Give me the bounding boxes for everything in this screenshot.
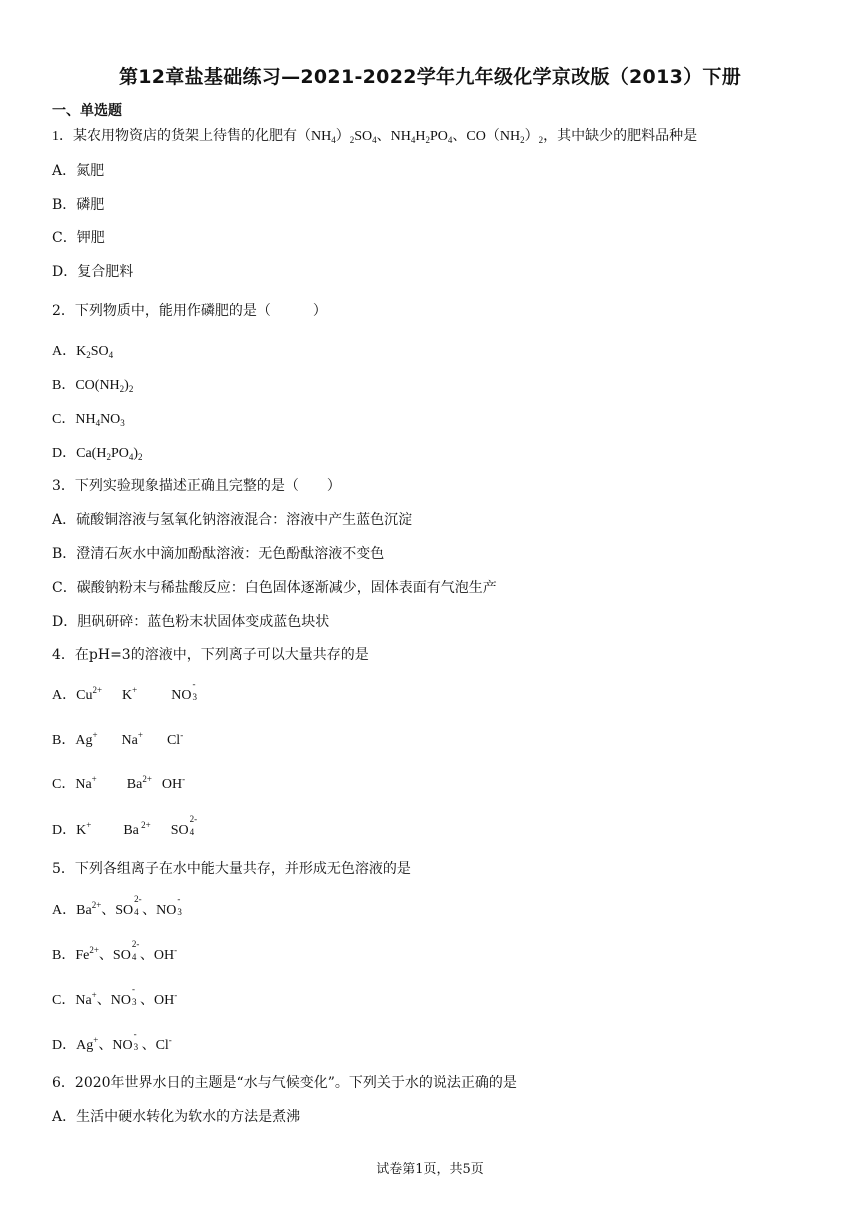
question-2-option-c: C．$NH_4NO_3$ xyxy=(52,412,125,428)
question-5-option-a: A．$Ba^{2+}$、SO 2- 4 、NO - 3 xyxy=(52,894,182,918)
question-1-option-c: C．钾肥 xyxy=(52,230,105,246)
question-5-option-b: B．$Fe^{2+}$、SO 2- 4 、OH- xyxy=(52,939,178,963)
question-1-option-a: A．氮肥 xyxy=(52,163,105,179)
question-1-stem: 1．某农用物资店的货架上待售的化肥有$(NH_4)_2SO_4$、$NH_4H_2PO_4$、$CO(NH_2)_2$，其中缺少的肥料品种是 xyxy=(52,129,698,145)
question-3-option-b: B．澄清石灰水中滴加酚酞溶液：无色酚酞溶液不变色 xyxy=(52,546,385,562)
question-2-option-b: B．$CO(NH_2)_2$ xyxy=(52,378,134,394)
question-4-stem: 4．在pH=3的溶液中，下列离子可以大量共存的是 xyxy=(52,647,369,663)
question-1-option-b: B．磷肥 xyxy=(52,197,105,213)
question-6-option-a: A．生活中硬水转化为软水的方法是煮沸 xyxy=(52,1109,301,1125)
question-3-option-a: A．硫酸铜溶液与氢氧化钠溶液混合：溶液中产生蓝色沉淀 xyxy=(52,512,413,528)
question-3-option-d: D．胆矾研碎：蓝色粉末状固体变成蓝色块状 xyxy=(52,614,330,630)
question-1-option-d: D．复合肥料 xyxy=(52,264,134,280)
question-2-option-d: D．$Ca(H_2PO_4)_2$ xyxy=(52,446,143,462)
section-heading: 一、单选题 xyxy=(52,103,122,119)
question-5-option-d: D．Ag+、NO - 3 、Cl- xyxy=(52,1029,172,1053)
question-4-option-a: A．$Cu^{2+}$ K+ NO - 3 xyxy=(52,679,197,703)
question-6-stem: 6．2020年世界水日的主题是“水与气候变化”。下列关于水的说法正确的是 xyxy=(52,1075,517,1091)
question-4-option-b: B．Ag+ Na+ Cl- xyxy=(52,730,184,748)
question-3-option-c: C．碳酸钠粉末与稀盐酸反应：白色固体逐渐减少，固体表面有气泡生产 xyxy=(52,580,497,596)
question-5-stem: 5．下列各组离子在水中能大量共存，并形成无色溶液的是 xyxy=(52,861,411,877)
question-3-stem: 3．下列实验现象描述正确且完整的是（ ） xyxy=(52,478,341,494)
page-title: 第12章盐基础练习—2021-2022学年九年级化学京改版（2013）下册 xyxy=(118,66,742,88)
question-2-option-a: A．$K_2SO_4$ xyxy=(52,344,114,360)
question-4-option-c: C．Na+ $Ba^{2+}$ OH- xyxy=(52,774,186,792)
page-footer: 试卷第1页，共5页 xyxy=(376,1162,484,1177)
question-4-option-d: D．K+ Ba $^{2+}$ SO 2- 4 xyxy=(52,814,198,838)
question-5-option-c: C．Na+、NO - 3 、OH- xyxy=(52,984,178,1008)
question-2-stem: 2．下列物质中，能用作磷肥的是（ ） xyxy=(52,303,327,319)
